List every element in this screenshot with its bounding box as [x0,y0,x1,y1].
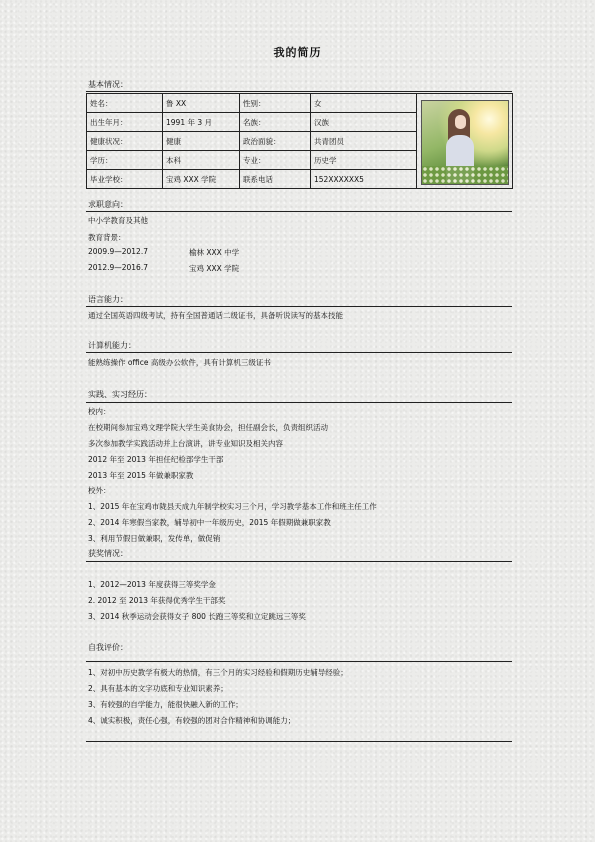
divider [86,402,512,403]
basic-info-table [86,93,513,189]
campus-item: 多次参加教学实践活动并上台演讲，讲专业知识及相关内容 [88,439,283,448]
job-intent-heading: 求职意向： [88,200,128,209]
off-campus-item: 2、2014 年寒假当家教，辅导初中一年级历史，2015 年假期做兼职家教 [88,518,331,527]
education-period: 2009.9—2012.7 [88,247,148,256]
award-item: 2. 2012 至 2013 年获得优秀学生干部奖 [88,596,226,605]
major-label: 专业： [240,151,311,170]
self-eval-item: 3、有较强的自学能力，能很快融入新的工作； [88,700,243,709]
education-subheading: 教育背景： [88,233,126,242]
divider [86,306,512,307]
campus-item: 2013 年至 2015 年做兼职家教 [88,471,194,480]
birth-label: 出生年月： [87,113,163,132]
language-heading: 语言能力： [88,295,128,304]
phone-label: 联系电话 [240,170,311,189]
table-row [87,94,513,113]
degree-value: 本科 [163,151,240,170]
ethnicity-value: 汉族 [311,113,417,132]
divider [86,741,512,742]
self-eval-item: 1、对初中历史教学有极大的热情，有三个月的实习经验和假期历史辅导经验； [88,668,348,677]
campus-item: 在校期间参加宝鸡文理学院大学生美食协会，担任副会长，负责组织活动 [88,423,328,432]
political-label: 政治面貌： [240,132,311,151]
divider [86,211,512,212]
school-value: 宝鸡 XXX 学院 [163,170,240,189]
computer-heading: 计算机能力： [88,341,136,350]
degree-label: 学历： [87,151,163,170]
name-value: 鲁 XX [163,94,240,113]
political-value: 共青团员 [311,132,417,151]
self-eval-heading: 自我评价： [88,643,128,652]
off-campus-item: 3、利用节假日做兼职，发传单，做促销 [88,534,221,543]
education-school: 榆林 XXX 中学 [189,248,240,257]
off-campus-label: 校外： [88,486,111,495]
campus-label: 校内： [88,407,111,416]
ethnicity-label: 名族： [240,113,311,132]
health-label: 健康状况： [87,132,163,151]
divider [86,661,512,662]
awards-heading: 获奖情况： [88,549,128,558]
campus-item: 2012 年至 2013 年担任纪检部学生干部 [88,455,224,464]
gender-label: 性别： [240,94,311,113]
divider [86,561,512,562]
education-period: 2012.9—2016.7 [88,263,148,272]
off-campus-item: 1、2015 年在宝鸡市陇县天成九年制学校实习三个月，学习教学基本工作和班主任工作 [88,502,377,511]
computer-text: 能熟练操作 office 高级办公软件，具有计算机三级证书 [88,358,271,367]
divider [86,352,512,353]
major-value: 历史学 [311,151,417,170]
name-label: 姓名： [87,94,163,113]
award-item: 1、2012—2013 年度获得三等奖学金 [88,580,216,589]
photo-cell [417,94,513,189]
self-eval-item: 2、具有基本的文字功底和专业知识素养； [88,684,228,693]
practice-heading: 实践、实习经历： [88,390,152,399]
language-text: 通过全国英语四级考试，持有全国普通话二级证书，具备听说读写的基本技能 [88,311,343,320]
divider [86,91,512,92]
profile-photo [421,100,509,185]
school-label: 毕业学校： [87,170,163,189]
basic-info-heading: 基本情况： [88,80,128,89]
phone-value: 152XXXXXX5 [311,170,417,189]
birth-value: 1991 年 3 月 [163,113,240,132]
resume-title: 我的简历 [273,46,322,59]
gender-value: 女 [311,94,417,113]
award-item: 3、2014 秋季运动会获得女子 800 长跑三等奖和立定跳远三等奖 [88,612,306,621]
self-eval-item: 4、诚实积极，责任心强，有较强的团对合作精神和协调能力； [88,716,296,725]
education-heading: 中小学教育及其他 [88,216,148,225]
education-school: 宝鸡 XXX 学院 [189,264,240,273]
health-value: 健康 [163,132,240,151]
